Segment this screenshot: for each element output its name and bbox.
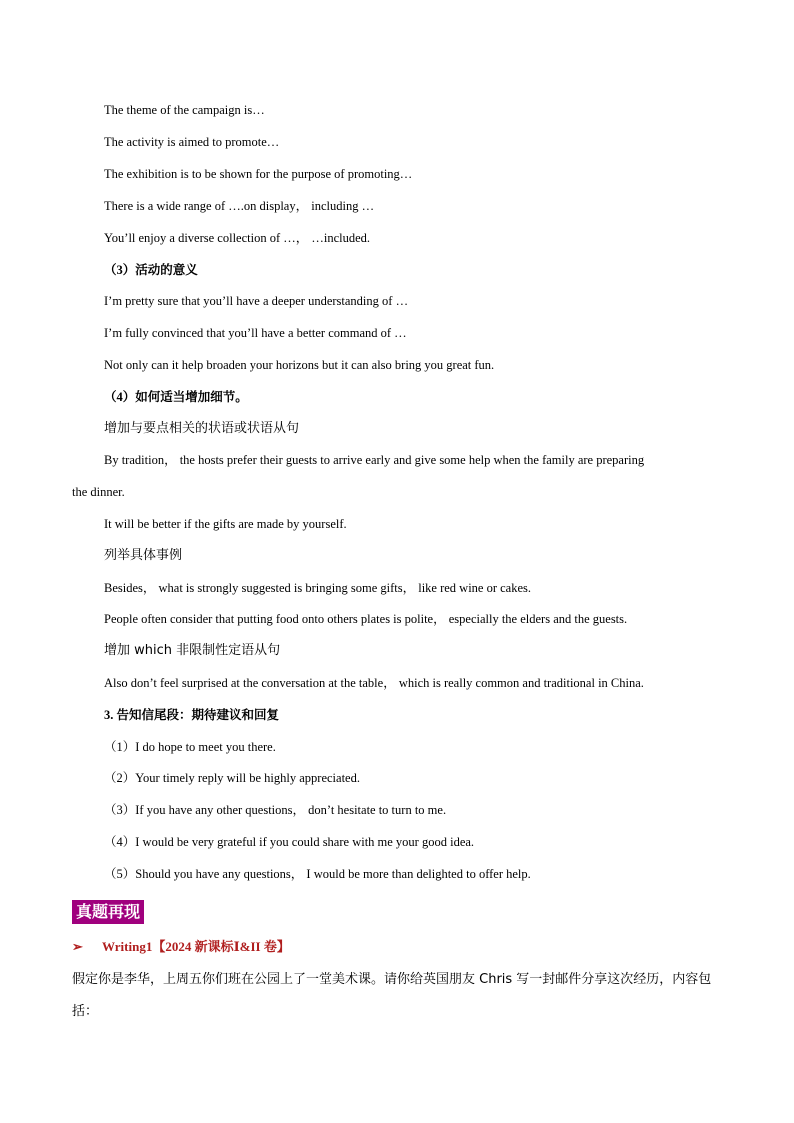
sentence-not-only: Not only can it help broaden your horizons but it can also bring you great fun. [104,358,495,372]
sentence-range: There is a wide range of ….on display， including … [104,199,375,213]
sentence-theme: The theme of the campaign is… [104,103,265,117]
sentence-tradition-cont: the dinner. [72,485,125,499]
closing-item-1: （1）I do hope to meet you there. [104,740,276,754]
sentence-tradition: By tradition， the hosts prefer their guests to arrive early and give some help when the family are preparing [104,453,645,467]
closing-item-4: （4）I would be very grateful if you could share with me your good idea. [104,835,475,849]
section-heading-3: （3）活动的意义 [104,263,198,277]
sentence-people: People often consider that putting food onto others plates is polite， especially the elders and the guests. [104,612,628,626]
sentence-convinced: I’m fully convinced that you’ll have a better command of … [104,326,407,340]
closing-item-3: （3）If you have any other questions， don’t hesitate to turn to me. [104,803,447,817]
writing-heading [72,939,290,955]
subheading-adverbial: 增加与要点相关的状语或状语从句 [104,421,300,436]
sentence-also: Also don’t feel surprised at the conversation at the table， which is really common and traditional in China. [104,676,644,690]
subheading-examples: 列举具体事例 [104,548,183,563]
subheading-which: 增加 which 非限制性定语从句 [104,643,281,658]
sentence-gifts: It will be better if the gifts are made by yourself. [104,517,347,531]
sentence-besides: Besides， what is strongly suggested is bringing some gifts， like red wine or cakes. [104,581,532,595]
section-banner: 真题再现 [72,900,144,924]
section-heading-closing: 3. 告知信尾段：期待建议和回复 [104,708,280,722]
section-heading-4: （4）如何适当增加细节。 [104,390,248,404]
task-paragraph: 假定你是李华，上周五你们班在公园上了一堂美术课。请你给英国朋友 Chris 写一封邮件分享这次经历，内容包括： [72,972,712,1019]
sentence-exhibition: The exhibition is to be shown for the purpose of promoting… [104,167,413,181]
sentence-activity: The activity is aimed to promote… [104,135,280,149]
arrow-bullet-icon: ➢ [72,939,83,954]
closing-item-2: （2）Your timely reply will be highly appreciated. [104,771,360,785]
writing-title: Writing1【2024 新课标Ⅰ&II 卷】 [102,939,290,954]
sentence-collection: You’ll enjoy a diverse collection of …， …included. [104,231,371,245]
closing-item-5: （5）Should you have any questions， I would be more than delighted to offer help. [104,867,531,881]
sentence-sure: I’m pretty sure that you’ll have a deeper understanding of … [104,294,409,308]
